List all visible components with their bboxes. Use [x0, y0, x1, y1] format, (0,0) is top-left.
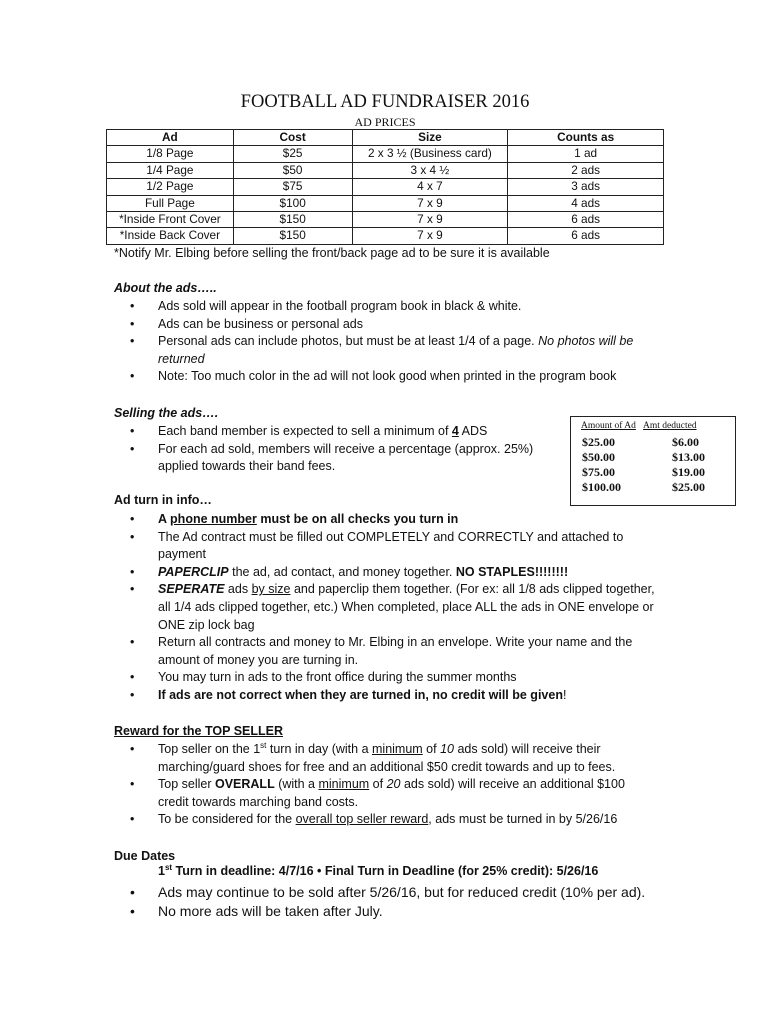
list-item: • Top seller on the 1st turn in day (with a minimum of 10 ads sold) will receive their marching/guard shoes for free and an additional $50 credit towards and up to fees.: [130, 740, 616, 774]
table-cell: 4 ads: [508, 195, 664, 211]
bullet-icon: •: [130, 529, 135, 544]
table-cell: 7 x 9: [352, 212, 508, 228]
list-item: • Note: Too much color in the ad will not look good when printed in the program book: [130, 368, 655, 386]
list-item: • Ads may continue to be sold after 5/26/16, but for reduced credit (10% per ad).: [130, 884, 646, 900]
table-cell: 2 x 3 ½ (Business card): [352, 146, 508, 162]
reward-list: [130, 741, 655, 829]
table-cell: *Inside Back Cover: [107, 228, 234, 244]
due-heading: Due Dates: [114, 849, 176, 863]
list-item: • For each ad sold, members will receive a percentage (approx. 25%) applied towards their band fees.: [130, 441, 534, 474]
list-item: • No more ads will be taken after July.: [130, 903, 383, 919]
table-cell: $50: [233, 162, 352, 178]
about-list: [130, 298, 655, 386]
bullet-icon: •: [130, 424, 135, 438]
table-cell: $150: [233, 212, 352, 228]
table-cell: *Inside Front Cover: [107, 212, 234, 228]
bullet-icon: •: [130, 369, 135, 384]
table-cell: 7 x 9: [352, 228, 508, 244]
table-cell: 1/8 Page: [107, 146, 234, 162]
table-cell: 3 ads: [508, 179, 664, 195]
table-cell: $100: [233, 195, 352, 211]
bullet-icon: •: [130, 564, 135, 579]
table-row: [107, 162, 664, 178]
table-cell: 1/4 Page: [107, 162, 234, 178]
page-subtitle: AD PRICES: [354, 115, 416, 129]
bullet-icon: •: [130, 742, 135, 756]
table-header-cell: Size: [352, 130, 508, 146]
bullet-icon: •: [130, 884, 135, 900]
table-cell: 6 ads: [508, 212, 664, 228]
bullet-icon: •: [130, 635, 135, 650]
bullet-icon: •: [130, 670, 135, 685]
list-item: • Each band member is expected to sell a minimum of 4 ADS: [130, 423, 550, 441]
list-item: • A phone number must be on all checks you turn in: [130, 511, 655, 529]
table-cell: 7 x 9: [352, 195, 508, 211]
bullet-icon: •: [317, 864, 322, 878]
ad-prices-table: [106, 129, 664, 245]
table-header-cell: Ad: [107, 130, 234, 146]
table-cell: 2 ads: [508, 162, 664, 178]
table-row: [107, 195, 664, 211]
bullet-icon: •: [130, 512, 135, 526]
table-row: [107, 212, 664, 228]
table-cell: 3 x 4 ½: [352, 162, 508, 178]
list-item: • SEPERATE ads by size and paperclip them together. (For ex: all 1/8 ads clipped together, all 1/4 ads clipped together, etc.) When completed, place ALL the ads in ONE envelope or ONE zip lock bag: [130, 582, 655, 632]
selling-heading: Selling the ads….: [114, 406, 219, 420]
table-cell: Full Page: [107, 195, 234, 211]
table-header-cell: Cost: [233, 130, 352, 146]
amount-deducted-table: Amount of Ad Amt deducted $25.00 $6.00 $50.00 $13.00 $75.00 $19.00 $100.00 $25.00: [570, 416, 736, 506]
table-cell: 1 ad: [508, 146, 664, 162]
selling-list: [130, 423, 550, 476]
due-deadline-line: 1st Turn in deadline: 4/7/16 • Final Turn in Deadline (for 25% credit): 5/26/16: [158, 862, 599, 878]
bullet-icon: •: [130, 687, 135, 702]
page-title: FOOTBALL AD FUNDRAISER 2016: [240, 92, 530, 112]
table-header-cell: Counts as: [508, 130, 664, 146]
about-heading: About the ads…..: [114, 281, 217, 295]
table-cell: $25: [233, 146, 352, 162]
list-item: • Ads can be business or personal ads: [130, 316, 655, 334]
bullet-icon: •: [130, 441, 135, 456]
bullet-icon: •: [130, 582, 135, 597]
turnin-list: [130, 511, 655, 705]
reward-heading: Reward for the TOP SELLER: [114, 724, 284, 738]
bullet-icon: •: [130, 903, 135, 919]
turnin-heading: Ad turn in info…: [114, 493, 212, 507]
list-item: • Top seller OVERALL (with a minimum of 20 ads sold) will receive an additional $100 credit towards marching band costs.: [130, 777, 625, 809]
amount-col-header: Amount of Ad: [581, 421, 636, 431]
table-cell: 1/2 Page: [107, 179, 234, 195]
table-cell: $150: [233, 228, 352, 244]
deducted-col-header: Amt deducted: [643, 421, 697, 431]
list-item: • Ads sold will appear in the football program book in black & white.: [130, 298, 655, 316]
list-item: • If ads are not correct when they are turned in, no credit will be given!: [130, 687, 655, 705]
table-cell: 6 ads: [508, 228, 664, 244]
bullet-icon: •: [130, 316, 135, 331]
list-item: • You may turn in ads to the front office during the summer months: [130, 669, 655, 687]
due-list: [130, 883, 655, 921]
bullet-icon: •: [130, 299, 135, 313]
list-item: • Return all contracts and money to Mr. Elbing in an envelope. Write your name and the amount of money you are turning in.: [130, 635, 633, 667]
list-item: • The Ad contract must be filled out COMPLETELY and CORRECTLY and attached to payment: [130, 529, 624, 562]
table-header-row: [107, 130, 664, 146]
table-row: [107, 179, 664, 195]
table-row: [107, 146, 664, 162]
list-item: • PAPERCLIP the ad, ad contact, and money together. NO STAPLES!!!!!!!!: [130, 564, 655, 582]
table-cell: $75: [233, 179, 352, 195]
bullet-icon: •: [130, 334, 135, 349]
notify-note: *Notify Mr. Elbing before selling the front/back page ad to be sure it is available: [114, 246, 550, 260]
list-item: • Personal ads can include photos, but must be at least 1/4 of a page. No photos will be returned: [130, 334, 634, 366]
table-row: [107, 228, 664, 244]
list-item: • To be considered for the overall top seller reward, ads must be turned in by 5/26/16: [130, 811, 655, 829]
bullet-icon: •: [130, 812, 135, 827]
bullet-icon: •: [130, 777, 135, 792]
table-cell: 4 x 7: [352, 179, 508, 195]
